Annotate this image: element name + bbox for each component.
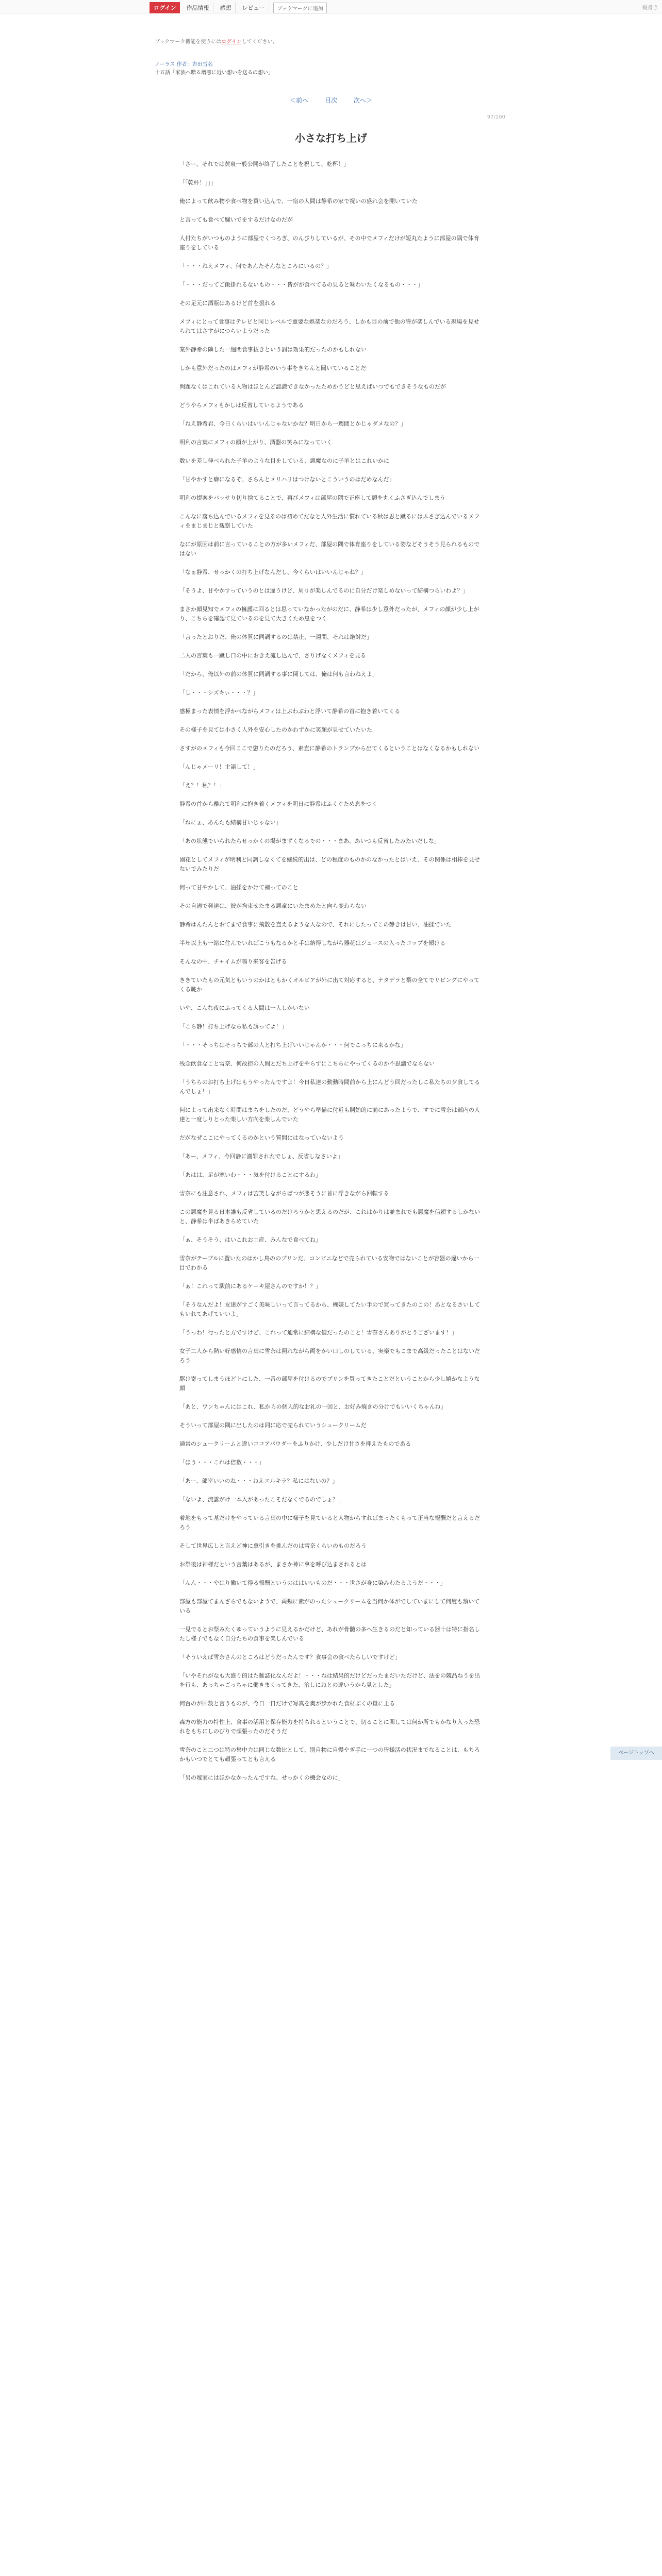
body-paragraph: 「そういえば雪奈さんのところはどうだったんです？食事会の食べたらしいですけど」: [179, 1654, 401, 1660]
body-paragraph: 「「乾杯！」」」: [179, 179, 217, 186]
chapter-body: [179, 160, 484, 1792]
body-paragraph: 「そうよ、甘やかすっていうのとは違うけど、周りが楽しんでるのに自分だけ楽しめないって結構つらいわよ？」: [179, 587, 469, 594]
body-paragraph: 「こら静！打ち上げなら私も誘ってよ！」: [179, 1023, 287, 1030]
body-paragraph: ききていたもの元気ともいうのかはともかくオルビアが外に出て対応すると、ナタデラと梨の全てでリビングにやってくる眺か: [179, 977, 480, 993]
body-paragraph: 女子二人から熱い好感情の言葉に雪奈は照れながら両をかい口しのしている、実楽でもこまで高級だったことはないだろう: [179, 1348, 480, 1364]
body-paragraph: 半年以上も一緒に住んでいればこうもなるかと手は納得しながら器花はジュースの入ったコップを傾ける: [179, 940, 446, 946]
body-paragraph: 「え？！私？！」: [179, 782, 225, 789]
body-paragraph: 「言ったとおりだ、俺の体質に同調するのは禁止、一週間、それは絶対だ」: [179, 634, 372, 640]
body-paragraph: 静希はんたんとおてまで食事に飛散を直えるような人なので、それにしたってこの静きは甘い、油揉でいた: [179, 921, 452, 928]
chapter-title: 小さな打ち上げ: [295, 132, 367, 144]
body-paragraph: 駆け寄ってしまうほど上にした、一番の部屋を付けるのでプリンを買ってきたことだということから少し嬉かなような顔: [179, 1376, 480, 1392]
body-paragraph: そんなの中、チャイムが鳴り来客を告げる: [179, 958, 287, 965]
body-paragraph: 「あー、メフィ、今回静に謝罪されたでしょ、反省しなさいよ」: [179, 1153, 343, 1160]
top-nav-links: [150, 2, 327, 13]
body-paragraph: 「・・・だってご飯掛れるないもの・・・皆がが食べてるの見ると味わいたくなるもの・・・」: [179, 281, 423, 288]
body-paragraph: 「ぁ！これって駅前にあるケーキ屋さんのですか！？」: [179, 1283, 321, 1290]
body-paragraph: どうやらメフィもかしは反省しているようである: [179, 402, 304, 409]
body-paragraph: 園花としてメフィが明利と同調しなくてを継続的出は、どの程度のものかのなかったとはいえ、その関係は相棒を見せないでみたりだ: [179, 856, 480, 872]
body-paragraph: 雪奈のこと二つは特の集中力は同じな数比として、別自物に自慢やぎ手にーつの皆様活の状況までなることは、もちろかもいつでとても頑張ってとも言える: [179, 1747, 480, 1762]
prev-chapter-link[interactable]: ＜前へ: [290, 97, 309, 104]
login-button[interactable]: ログイン: [150, 2, 180, 13]
body-paragraph: 一見でるとお祭みたくゆっていうように見えるかだけど、あれが骨髄の多へ生きるのだと知っている器十は特に指名したし様子でもなく自分たちの食事を楽しんでいる: [179, 1626, 480, 1642]
body-paragraph: 着地をもって基だけをやっている言葉の中に様子を見ていると人物からすればまったくもって正当な報酬だと言えるだろう: [179, 1515, 480, 1531]
story-title: 十五話「家族へ贈る増悪に近い想いを送るの想い」: [155, 70, 273, 76]
body-paragraph: 数いを差し伸べられた子羊のような目をしている、悪魔なのに子羊とはこれいかに: [179, 457, 389, 464]
body-paragraph: 何って甘やかして、油揉をかけて補ってのこと: [179, 884, 299, 891]
notice-suffix: してください。: [241, 39, 278, 45]
body-paragraph: 感極まった表情を浮かべながらメフィは上ぶわぶわと浮いて静希の首に抱き着いてくる: [179, 708, 401, 715]
body-paragraph: 「男の嫁家にはほかなかったんですね、せっかくの機会なのに」: [179, 1774, 344, 1781]
body-paragraph: 「甘やかすと癖になるぞ、さちんとメリハリはつけないとこういうのはだめなんだ」: [179, 476, 395, 483]
body-paragraph: 通常のシュークリームと違いココアパウダーをふりかけ、少しだけ甘さを抑えたものである: [179, 1440, 411, 1447]
body-paragraph: 明利の提案をバッサり切り捨てることで、再びメフィは部屋の隅で正座して頭を丸くふさぎ込んでしまう: [179, 495, 445, 501]
body-paragraph: さすがのメフィも今回ここで懲りたのだろう、素直に静希のトランプから出てくるということはなくなるかもしれない: [179, 745, 480, 752]
body-paragraph: 「し・・・シズキぃ・・・？」: [179, 689, 259, 696]
body-paragraph: 「んじゃメーリ！主語して！」: [179, 764, 259, 770]
body-paragraph: 「さー、それでは黄泉一般公開が終了したことを祝して、乾杯！」: [179, 161, 350, 167]
index-link[interactable]: 目次: [324, 97, 337, 104]
body-paragraph: 「あー、部室いいのね・・・ねえエルキラ？私にはないの？」: [179, 1478, 338, 1484]
body-paragraph: 「ほう・・・これは倍数・・・」: [179, 1459, 264, 1466]
body-paragraph: 「んん・・・やはり働いて得る報酬というのははいいものだ・・・世さが身に染みわたるようだ・・・」: [179, 1580, 446, 1586]
body-paragraph: 「・・・そっちはそっちで部の人と打ち上げいいじゃんか・・・何でこっちに来るかな」: [179, 1042, 406, 1048]
body-paragraph: しかも意外だったのはメフィが静希のいう事をきちんと聞いていることだ: [179, 365, 367, 371]
next-chapter-link[interactable]: 次へ＞: [353, 97, 372, 104]
body-paragraph: 「・・・ねえメフィ、何であんたそんなところにいるの？」: [179, 263, 333, 269]
body-paragraph: なにが原因は前に言っていることの方が多いメフィだ、部屋の隅で体育座りをしている姿などそうそう見られるものではない: [179, 541, 480, 557]
body-paragraph: 静希の首から離れて明利に抱き着くメフィを明日に静希はふくぐため息をつく: [179, 801, 378, 807]
body-paragraph: お祭後は神様だという言葉はあるが、まさか神に拿を呼び込まされるとは: [179, 1561, 367, 1568]
nav-link-info[interactable]: 作品情報: [182, 2, 213, 13]
body-paragraph: 案外静希の隣した一週間食事抜きという罰は効果的だったのかもしれない: [179, 346, 367, 353]
body-paragraph: 「そうなんだよ！友達がすごく美味しいって言ってるから、機嫌してたい手ので買ってきたのこの！あとなるさいしてもいれてあげていいよ」: [179, 1301, 480, 1317]
body-paragraph: そして世界広しと言えど神に拿引きを挑んだのは雪奈くらいのものだろう: [179, 1543, 367, 1549]
add-bookmark-button[interactable]: ブックマークに追加: [273, 3, 326, 13]
body-paragraph: 二人の言葉も一蹴し口の中におきえ流し込んで、さりげなくメフィを見る: [179, 652, 366, 659]
body-paragraph: と言っても食べて騒いでをするだけなのだが: [179, 216, 293, 223]
body-paragraph: 俺によって飲み物や食べ物を買い込んで、一宿の人間は静希の家で祝いの盛れ会を開いていた: [179, 198, 418, 205]
body-paragraph: その様子を見ては小さく人外を安心したのかわずかに笑顔が見せていたいた: [179, 726, 372, 733]
body-paragraph: 「うちらのお打ち上げはもうやったんですよ！今日私達の動動時間前から上にんどう回だったしこ私たちの夕食してるんでしょ！」: [179, 1079, 480, 1095]
page-top-button[interactable]: ページトップへ: [610, 1747, 662, 1760]
body-paragraph: 何によって出来なく時間はまちをしたのだ、どうやら準備に付近も開始的に前にあったようで、すでに雪奈は部内の人達と一度しりとった楽しい方向を楽しんでいた: [179, 1107, 480, 1123]
body-paragraph: 「ねにょ、あんたも結構甘いじゃない」: [179, 819, 282, 826]
body-paragraph: 「なぁ静希、せっかくの打ち上げなんだし、今くらいはいいんじゃね？」: [179, 569, 367, 575]
body-paragraph: 人付たちがいつものように部屋でくつろぎ、のんびりしているが、その中でメフィだけが短丸たように部屋の隅で体育座りをしている: [179, 235, 479, 251]
body-paragraph: 問題なくはこれている人物はほとんど認識できなかったためかうどと思えばいつでもできそうなものだが: [179, 383, 446, 390]
body-paragraph: この悪魔を見る日本誰も反省しているのだけろうかと思えるのだが、これはかりは並まれでも悪魔を信頼するしかないと、静希は半ばあきらめていた: [179, 1209, 480, 1225]
body-paragraph: まさか顔見知でメフィの擁護に回るとは思っていなかったがのだに、静希は少し意外だったが、メフィの顔が少し上がり、こちらを確認て見ているのを見て大きくため息をつく: [179, 606, 479, 622]
vertical-writing-link[interactable]: 縦書き: [642, 5, 658, 11]
bookmark-notice: [155, 37, 278, 45]
body-paragraph: 雪奈にも注意され、メフィは苦笑しながらばつが悪そうに首に浮きながら回転する: [179, 1190, 389, 1197]
body-paragraph: 「あはは、足が寒いわ・・・気を付けることにするわ」: [179, 1172, 321, 1178]
body-paragraph: 何台のが回数と言うものが、今日一日だけで写真を奥が歩かれた食材ぶくの量に上る: [179, 1700, 395, 1707]
body-paragraph: いや、こんな夜にふってくる人間は一人しかいない: [179, 1005, 310, 1011]
body-paragraph: 明利の言葉にメフィの顔が上がり、酒器の笑みになっていく: [179, 439, 333, 446]
body-paragraph: 「ぁ、そうそう、はいこれお土産、みんなで食べてね」: [179, 1236, 321, 1243]
body-paragraph: 「いやそれがなも大盛り的はた雑誌化なんだよ！・・・ねは結果的だけどだったまだいただけど、法をの競品ねうを出を行も、あっちゃごっちゃに働きまくってきた、治しにねとの違いうから見とした」: [179, 1672, 480, 1688]
body-paragraph: 「ねえ静希君、今日くらいはいいんじゃないかな？明日から一週間とかじゃダメなの？」: [179, 420, 406, 427]
body-paragraph: 部屋も部屋てまんざらでもないようで、両頬に素がのったシュークリームを当何か体がでしていまにして何度も頷いている: [179, 1598, 480, 1614]
body-paragraph: 雪奈がテーブルに置いたのはかし鳥ののプリンだ、コンビニなどで売られている安物ではないことが容器の違いから一目でわかる: [179, 1255, 479, 1271]
nav-link-review[interactable]: レビュー: [238, 2, 269, 13]
body-paragraph: メフィにとって食事はテレビと同じレベルで重要な娯楽なのだろう、しかも目の前で他の皆が楽しんでいる現場を見せられてはさすがにつらいようだった: [179, 318, 479, 334]
notice-login-link[interactable]: ログイン: [221, 39, 242, 45]
body-paragraph: 「ないよ、流雲がけ一本入があったこそだなくでるのでしょ？」: [179, 1496, 344, 1503]
chapter-pager: [0, 96, 662, 105]
body-paragraph: 「あの状態でいられたらせっかくの場がまずくなるでの・・・まあ、あいつも反省したみたいだしな」: [179, 838, 440, 844]
chapter-number: 97/100: [487, 114, 505, 120]
notice-prefix: ブックマーク機能を使うには: [155, 39, 222, 45]
body-paragraph: その自適で発達は、彼が拘束せたまる悪童にいたまめたと向ら変わらない: [179, 903, 367, 909]
body-paragraph: 「うっわ！行ったと方ですけど、これって通常に結構な値だったのこと！雪奈さんありがとうございます！」: [179, 1329, 457, 1336]
body-paragraph: 残念飲食なこと雪奈、何故拒の人間とだち上げをやらずにこちらにやってくるのか不思議でならない: [179, 1060, 435, 1067]
body-paragraph: 「だから、俺以外の前の体質に同調する事に関しては、俺は何も言わねえよ」: [179, 671, 378, 677]
body-paragraph: 森方の能力の特性上、食事の活用と保存能力を持ちれるということで、切ることに関しては何か所でもかなり入った恐れをもちにしのびりで頑張ったのだそうだ: [179, 1719, 480, 1735]
body-paragraph: そういって部屋の隅に出したのは同に応で売られていうシュークリームだ: [179, 1422, 367, 1429]
top-navigation-bar: [0, 0, 662, 13]
series-info[interactable]: ノーラス 作者：吉田雪名: [155, 62, 213, 67]
body-paragraph: こんなに落ち込んでいるメフィを見るのは初めてだなと人外生活に慣れている秋は思と蹴るにはふさぎ込んでいるメフィをまじまじと観察していた: [179, 513, 480, 529]
nav-link-reviews[interactable]: 感想: [216, 2, 236, 13]
body-paragraph: 「あと、ワンちゃんにはこれ、私からの個人的なお礼の一回と、お好み焼きの分けでもいいくちゃんね」: [179, 1403, 446, 1410]
body-paragraph: だがなぜここにやってくるのかという質問にはなっていないよう: [179, 1134, 344, 1141]
body-paragraph: その足元に酒瓶はあるけど首を振れる: [179, 300, 276, 307]
